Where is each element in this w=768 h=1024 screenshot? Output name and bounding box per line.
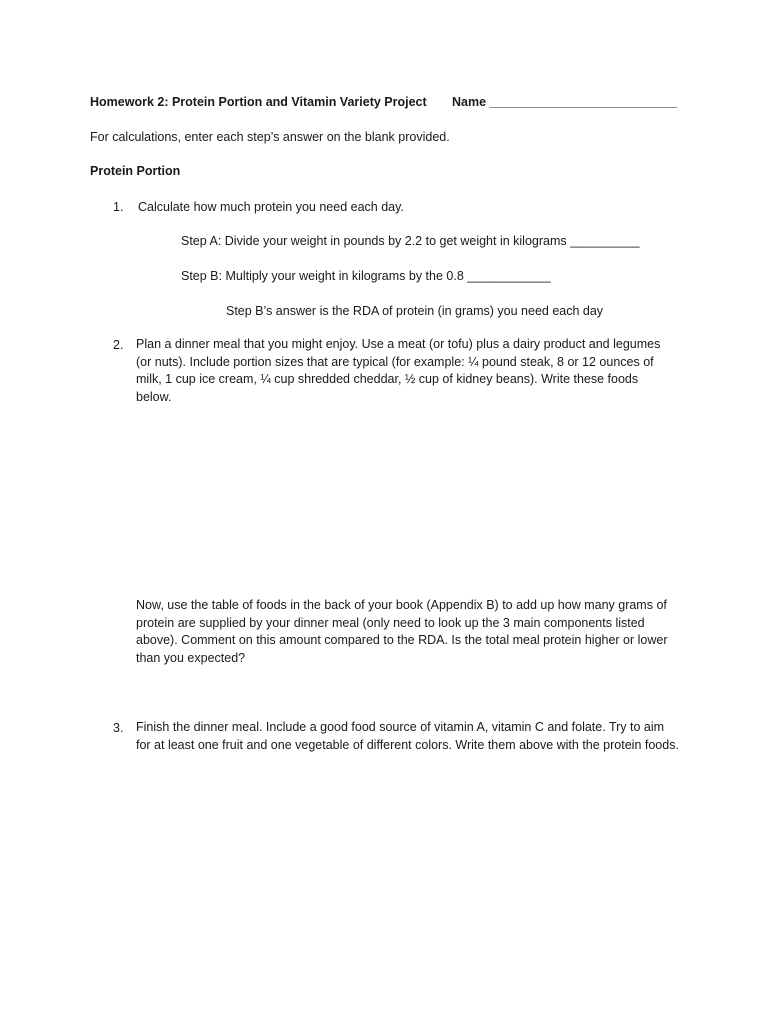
- document-title: Homework 2: Protein Portion and Vitamin Variety Project: [90, 95, 427, 109]
- name-field: Name ___________________________: [452, 95, 678, 109]
- item-2-number: 2.: [113, 338, 124, 352]
- item-2-text: Plan a dinner meal that you might enjoy. Use a meat (or tofu) plus a dairy product and legumes (or nuts). Include portion sizes that are typical (for example: ¼ pound steak, 8 or 12 ounces of milk, 1 cup ice cream, ¼ cup shredded cheddar, ½ cup of kidney beans). Write these foods below.: [136, 337, 661, 404]
- item-1-text: Calculate how much protein you need each day.: [138, 200, 404, 214]
- item-3-number: 3.: [113, 721, 124, 735]
- item-2-followup: Now, use the table of foods in the back of your book (Appendix B) to add up how many grams of protein are supplied by your dinner meal (only need to look up the 3 main components listed above). Comment on this amount compared to the RDA. Is the total meal protein higher or lower than you expected?: [136, 598, 668, 665]
- rda-note: Step B’s answer is the RDA of protein (in grams) you need each day: [226, 304, 604, 318]
- step-a-text: Step A: Divide your weight in pounds by 2.2 to get weight in kilograms __________: [181, 234, 640, 248]
- instructions-text: For calculations, enter each step’s answer on the blank provided.: [90, 130, 450, 144]
- step-b-text: Step B: Multiply your weight in kilograms by the 0.8 ____________: [181, 269, 551, 283]
- protein-portion-heading: Protein Portion: [90, 164, 181, 178]
- item-3-text: Finish the dinner meal. Include a good food source of vitamin A, vitamin C and folate. Try to aim for at least one fruit and one vegetable of different colors. Write them above with the protein foods.: [136, 720, 679, 752]
- item-1-number: 1.: [113, 200, 124, 214]
